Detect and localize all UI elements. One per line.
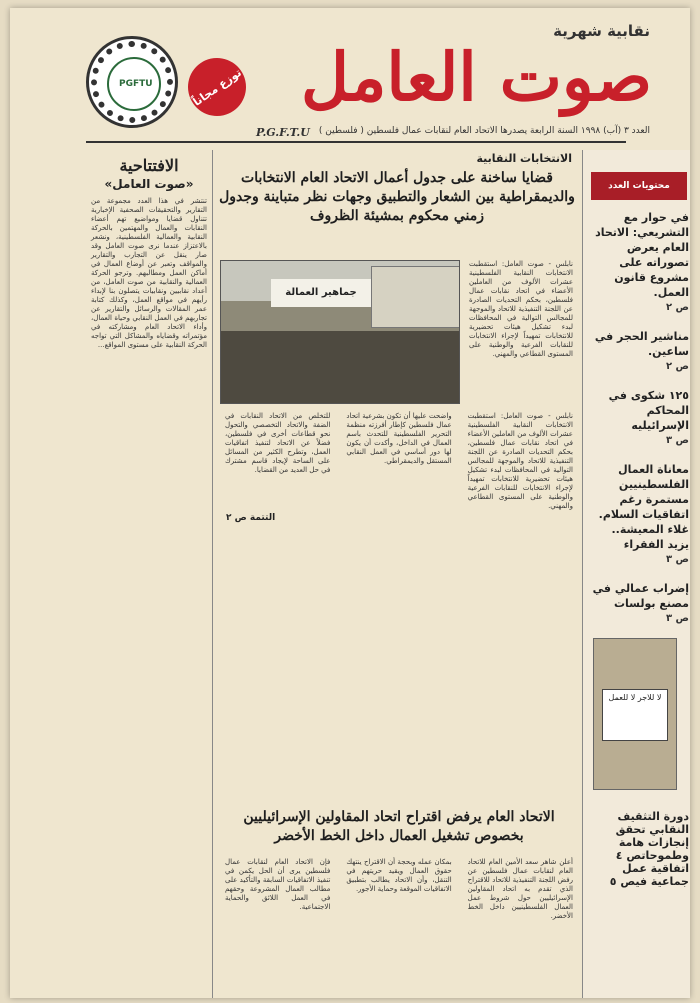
main-story bbox=[216, 150, 578, 920]
contents-item-page: ص ٣ bbox=[665, 613, 689, 624]
masthead-rule bbox=[86, 141, 626, 143]
contents-item[interactable] bbox=[589, 388, 689, 448]
contents-item-label: في حوار مع التشريعي: الاتحاد العام يعرض تصوراته على مشروع قانون العمل. bbox=[595, 211, 689, 299]
contents-item-page: ص ٢ bbox=[665, 302, 689, 313]
continued-label: التتمة ص ٢ bbox=[226, 513, 276, 523]
opening-body: تنتشر في هذا العدد مجموعة من التقارير والتحقيقات الصحفية الإخبارية تتناول قضايا ومواضيع تهم أعضاء النقابات والعمال والمهتمين بالحركة النقابية والعمالية الفلسطينية، ونشعر بالاعتزاز عندما نرى صوت العامل وقد صار ينقل عن التجارب والتقارير والمواقف وتعبر عن أوضاع العمال في أماكن العمل ومطالبهم. وترجو الحركة العمالية والنقابية من صوت العامل، من أعداد نقابيين ونقابيات يتصلون بنا لإبداء رأيهم في مواقع العمل، وكذلك كتابة عمر المقالات والرسائل والتقارير عن تجاربهم في العمل النقابي وحياة العمال، وأداء الاتحاد العام ومشاركته في مؤتمراته وقضاياه والمشاكل التي تواجه الحركة النقابية على مستوى المواقع... bbox=[91, 197, 207, 349]
logo-abbreviation: PGFTU bbox=[119, 79, 153, 89]
story-columns bbox=[220, 412, 578, 523]
contents-item-label: مناشير الحجر في ساعين. bbox=[594, 330, 689, 358]
contents-item[interactable] bbox=[589, 210, 689, 315]
photo-crowd bbox=[221, 331, 459, 403]
second-body-mid: بمكان عمله وبحجة أن الاقتراح ينتهك حقوق العمال ويقيد حريتهم في التنقل، وأن الاتحاد يطالب بتطبيق الاتفاقيات الموقعة وحماية الأجور. bbox=[346, 858, 452, 893]
second-headline: الاتحاد العام يرفض اقتراح اتحاد المقاولين الإسرائيليين بخصوص تشغيل العمال داخل الخط الأخضر bbox=[243, 809, 555, 844]
contents-item-label: اتفاقية عمل جماعية في bbox=[622, 862, 689, 888]
contents-item[interactable] bbox=[589, 810, 689, 862]
pgftu-latin: P.G.F.T.U bbox=[256, 126, 310, 139]
union-label: نقابية شهرية bbox=[553, 22, 650, 40]
free-badge: توزع مجاناً bbox=[177, 47, 258, 128]
contents-item-label: إضراب عمالي في مصنع بولسات bbox=[592, 582, 689, 610]
contents-header: محتويات العدد bbox=[591, 172, 687, 200]
lead-column bbox=[464, 260, 578, 359]
contents-item-page: ص ٣ bbox=[665, 554, 689, 565]
pgftu-logo-icon bbox=[86, 36, 178, 128]
story-headline: قضايا ساخنة على جدول أعمال الاتحاد العام الانتخابات والديمقراطية بين الشعار والتطبيق وجهات نظر متباينة وجدول زمني محكوم بمشيئة الظروف bbox=[219, 170, 575, 224]
story-lead-cont: نابلس - صوت العامل: استقطبت الانتخابات النقابية الفلسطينية عشرات الألوف من العاملين الأعضاء في اتحاد نقابات عمال فلسطين، بحكم التحديات الصادرة عن اللجنة التنفيذية للاتحاد والموجهة للمجالس التوالية في المحافظات لبدء تشكيل هيئات تحضيرية للانتخابات تمهيداً لإجراء الانتخابات للنقابات الفرعية والوطنية على المستوى القطاعي والمهني. bbox=[467, 412, 573, 510]
contents-item-label: ١٢٥ شكوى في المحاكم الإسرائيليه bbox=[608, 389, 689, 432]
contents-item-page: ص ٤ bbox=[615, 849, 642, 862]
protest-photo bbox=[220, 260, 460, 404]
story-body-mid: واضحت عليها أن تكون بشرعية اتحاد عمال فلسطين كإطار أفرزته منظمة التحرير الفلسطينية للتحدث باسم العمال في الداخل، وأكدت أن يكون لها دور أساسي في العمل النقابي المستقل والديمقراطي. bbox=[346, 412, 452, 465]
photo-building bbox=[371, 266, 460, 328]
contents-item-label: دورة التثقيف النقابي تحقق إنجازات هامة وطموحات bbox=[615, 810, 689, 862]
story-kicker: الانتخابات النقابية bbox=[476, 152, 572, 165]
second-body-left: فإن الاتحاد العام لنقابات عمال فلسطين يرى أن الحل يكمن في تنفيذ الاتفاقيات السابقة والتأكيد على مطالب العمال المشروعة وحقهم في العمل اللائق والحماية الاجتماعية. bbox=[225, 858, 331, 911]
contents-item[interactable] bbox=[589, 462, 689, 567]
photo-sign: لا للاجر لا للعمل bbox=[602, 689, 668, 741]
newspaper-title: صوت العامل bbox=[301, 38, 652, 116]
second-body-right: أعلن شاهر سعد الأمين العام للاتحاد العام لنقابات عمال فلسطين عن رفض اللجنة التنفيذية للاتحاد للاقتراح الذي تقدم به اتحاد المقاولين الإسرائيليين حول شروط عمل العمال الفلسطينيين داخل الخط الأخضر. bbox=[467, 858, 573, 920]
opening-subheading: «صوت العامل» bbox=[104, 177, 194, 191]
contents-item-page: ص ٥ bbox=[609, 875, 636, 888]
contents-item-label: معاناة العمال الفلسطينيين مستمرة رغم اتفاقيات السلام. غلاء المعيشة.. يزيد الفقراء bbox=[598, 463, 689, 551]
opening-column bbox=[86, 150, 213, 998]
masthead bbox=[10, 8, 690, 148]
opening-heading: الافتتاحية bbox=[119, 156, 179, 175]
child-photo bbox=[593, 638, 677, 790]
contents-list-lower bbox=[589, 810, 689, 888]
contents-item[interactable] bbox=[589, 329, 689, 374]
contents-item[interactable] bbox=[589, 581, 689, 626]
photo-banner: جماهير العمالة bbox=[271, 279, 371, 307]
issue-line: العدد ٣ (آب) ١٩٩٨ السنة الرابعة يصدرها الاتحاد العام لنقابات عمال فلسطين ( فلسطين ) bbox=[318, 126, 650, 136]
newspaper-page bbox=[10, 8, 690, 998]
contents-list bbox=[589, 210, 689, 640]
contents-item[interactable] bbox=[589, 862, 689, 888]
contents-item-page: ص ٣ bbox=[665, 435, 689, 446]
contents-column bbox=[582, 150, 690, 998]
contents-item-page: ص ٢ bbox=[665, 361, 689, 372]
story-body-left: للتخلص من الاتحاد النقابات في الضفة والاتحاد التخصصي والتحول نحو قطاعات أخرى في فلسطين، فضلاً عن الاتحاد لتنفيذ اتفاقيات العمل، وتطرح الكثير من المسائل على الساحة لإيجاد قاسم مشترك في حل العديد من القضايا. bbox=[225, 412, 331, 474]
story-lead: نابلس - صوت العامل: استقطبت الانتخابات النقابية الفلسطينية عشرات الألوف من العاملين الأعضاء في اتحاد نقابات عمال فلسطين، بحكم التحديات الصادرة عن اللجنة التنفيذية للاتحاد والموجهة للمجالس التوالية في المحافظات لبدء تشكيل هيئات تحضيرية للانتخابات تمهيداً لإجراء الانتخابات للنقابات الفرعية والوطنية على المستوى القطاعي والمهني. bbox=[469, 260, 573, 358]
second-story-columns bbox=[220, 858, 578, 921]
